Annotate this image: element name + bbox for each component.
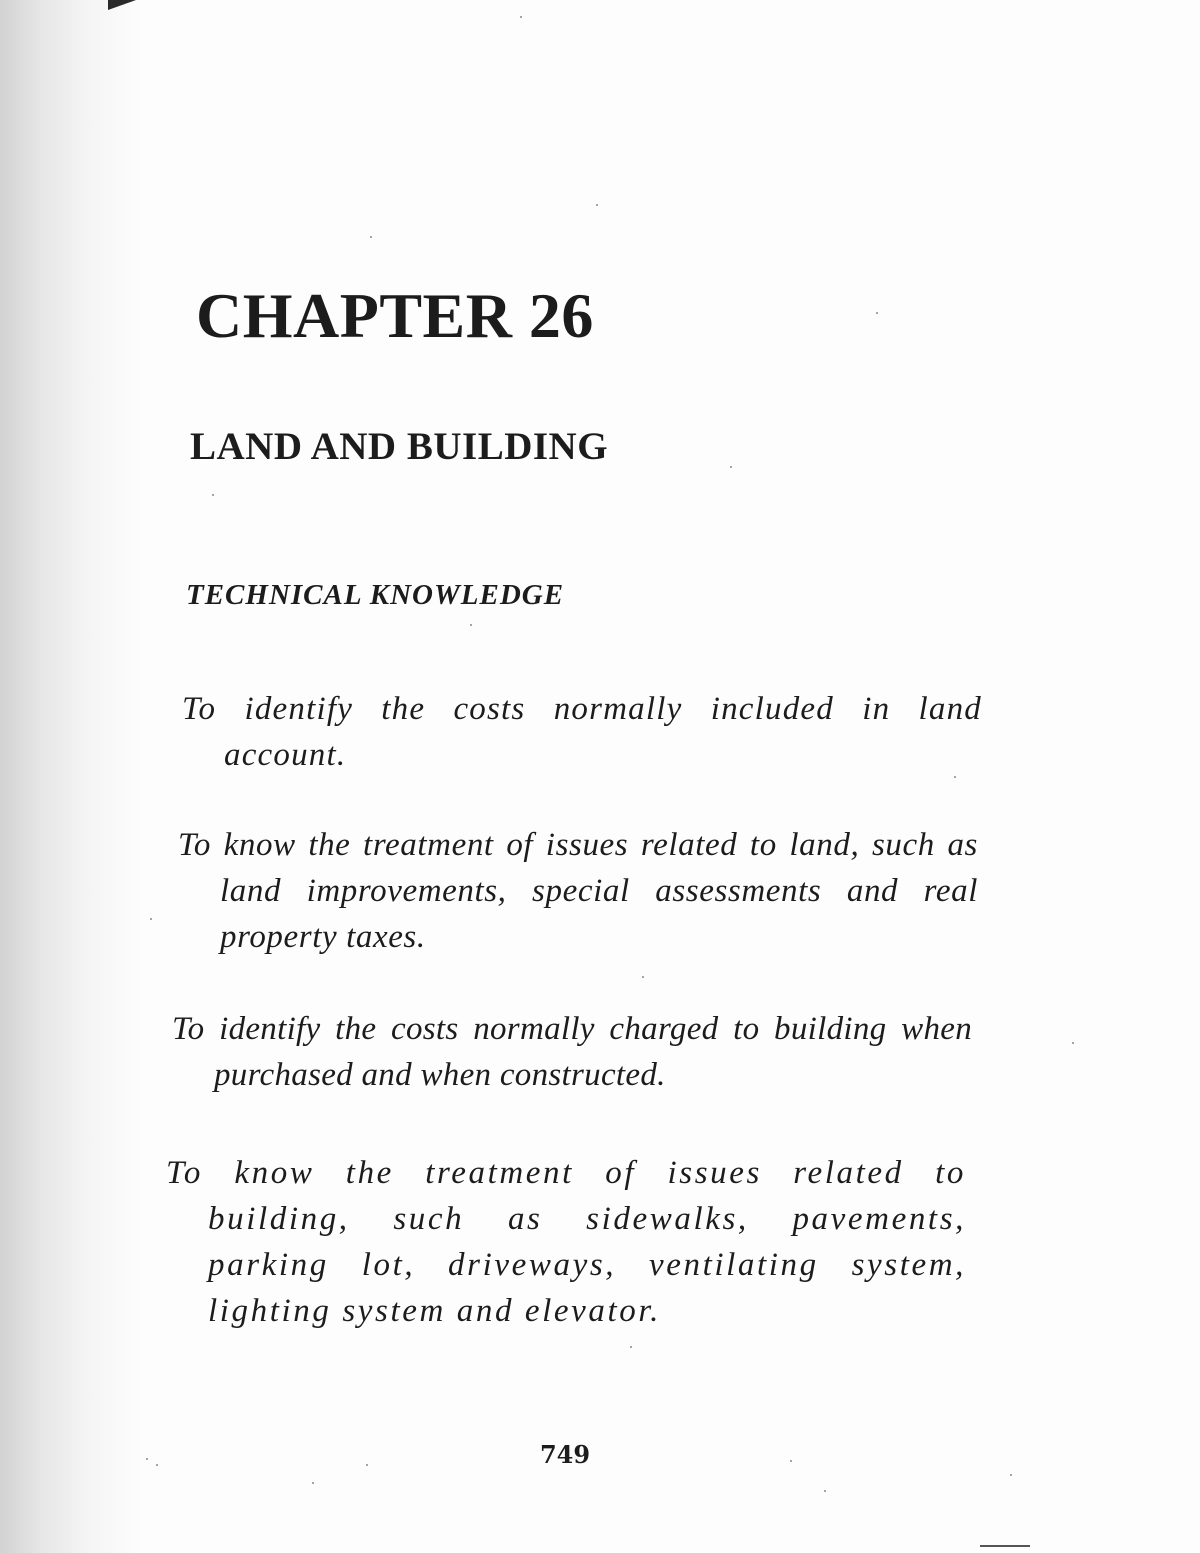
scan-speck: [312, 1482, 314, 1484]
scan-speck: [366, 1464, 368, 1466]
scan-speck: [824, 1490, 826, 1492]
scan-speck: [730, 466, 732, 468]
scan-speck: [370, 236, 372, 238]
scan-speck: [156, 1464, 158, 1466]
scan-speck: [150, 918, 152, 920]
page-number: 749: [539, 1440, 591, 1469]
learning-objective: To identify the costs normally charged to building when purchased and when constructed.: [172, 1011, 972, 1093]
learning-objective: To know the treatment of issues related to building, such as sidewalks, pavements, parking lot, driveways, ventilating system, lighting system and elevator.: [166, 1155, 966, 1329]
scan-speck: [146, 1458, 148, 1460]
scan-speck: [596, 204, 598, 206]
chapter-title: CHAPTER 26: [196, 280, 594, 351]
learning-objective: To know the treatment of issues related to land, such as land improvements, special assessments and real property taxes.: [178, 827, 978, 955]
scan-speck: [1010, 1474, 1012, 1476]
scan-speck: [642, 976, 644, 978]
scan-speck: [520, 16, 522, 18]
scan-speck: [876, 312, 878, 314]
subsection-title: TECHNICAL KNOWLEDGE: [186, 579, 565, 611]
scan-edge-line: [980, 1545, 1030, 1547]
scan-speck: [470, 624, 472, 626]
scan-speck: [212, 494, 214, 496]
scan-speck: [790, 1460, 792, 1462]
learning-objective: To identify the costs normally included in land account.: [182, 691, 982, 773]
scan-corner-mark: [108, 0, 136, 10]
page-gutter-shadow: [0, 0, 140, 1553]
section-title: LAND AND BUILDING: [190, 425, 609, 468]
scan-speck: [1072, 1042, 1074, 1044]
scan-speck: [630, 1346, 632, 1348]
